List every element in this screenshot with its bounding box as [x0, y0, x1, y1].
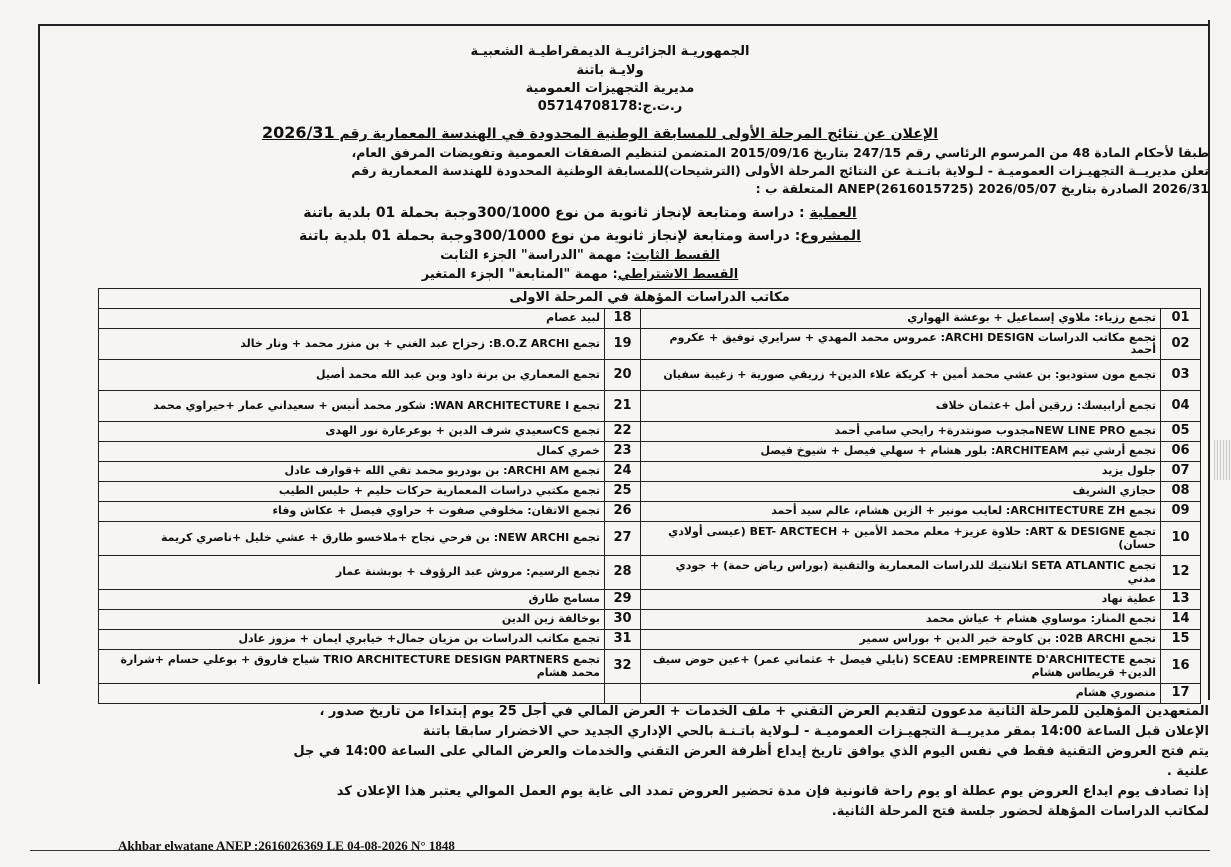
- bureau-name-right: تجمع مون ستوديو: بن عشي محمد أمين + كريكة علاء الدين+ زريقي صورية + زغيبة سفيان: [641, 360, 1161, 391]
- bureau-name-right: منصوري هشام: [641, 684, 1161, 704]
- nif-header: ر.ت.ج:05714708178: [537, 99, 683, 114]
- operation-line: [200, 205, 960, 221]
- tranche-fixed-label: القسط الثابت: [631, 248, 720, 263]
- row-number-left: 31: [605, 630, 641, 650]
- bureau-name-left: تجمع المعماري بن برنة داود وبن عبد الله محمد أصيل: [99, 360, 605, 391]
- intro-line-3: 2026/31 الصادرة بتاريخ 2026/05/07 ANEP(2616015725) المتعلقة ب :: [755, 181, 1209, 196]
- row-number-right: 07: [1161, 462, 1201, 482]
- project-line: [200, 228, 960, 244]
- row-number-left: [605, 684, 641, 704]
- title-lead: الإعلان عن نتائج المرحلة الأولى للمسابقة الوطنية المحدودة في الهندسة المعمارية رقم: [334, 126, 939, 142]
- table-row: [99, 482, 1201, 502]
- row-number-left: 30: [605, 610, 641, 630]
- bureau-name-right: تجمع SETA ATLANTIC اتلانتيك للدراسات المعمارية والتقنية (بوراس رياض حمة) + جودي مدني: [641, 556, 1161, 590]
- scan-artifact: [1214, 440, 1230, 480]
- row-number-left: 28: [605, 556, 641, 590]
- qualified-bureaus-table: [98, 288, 1201, 704]
- frame-top-border: [38, 24, 1210, 26]
- row-number-left: 29: [605, 590, 641, 610]
- closing-line-3: يتم فتح العروض التقنية فقط في نفس اليوم الذي يوافق تاريخ إيداع أظرفة العرض التقني والخدمات والعرض المالي على الساعة 14:00 في جل: [293, 744, 1209, 759]
- wilaya-header: ولايـة باتنة: [576, 63, 644, 78]
- announcement-title: [150, 123, 1050, 142]
- closing-line-2: الإعلان قبل الساعة 14:00 بمقر مديريــة التجهيـزات العموميـة - لـولاية باتـنـة بالحي الإداري الجديد حي الاخضرار سابقا باتنة: [422, 724, 1209, 739]
- row-number-left: 23: [605, 442, 641, 462]
- table-row: [99, 442, 1201, 462]
- row-number-right: 15: [1161, 630, 1201, 650]
- bureau-name-left: تجمع NEW ARCHI: بن فرحي نجاح +ملاخسو طارق + عشي خليل +ناصري كريمة: [99, 522, 605, 556]
- table-row: [99, 630, 1201, 650]
- row-number-right: 14: [1161, 610, 1201, 630]
- project-text: : دراسة ومتابعة لإنجاز ثانوية من نوع 300/1000وجبة بحملة 01 بلدية باتنة: [299, 228, 801, 244]
- intro-line-2: تعلن مديريــة التجهيـزات العموميـة - لـولاية باتـنـة عن النتائج المرحلة الأولى (الترشيحات)للمسابقة الوطنية المحدودة للهندسة المعمارية رقم: [351, 163, 1209, 178]
- table-row: [99, 556, 1201, 590]
- operation-text: : دراسة ومتابعة لإنجاز ثانوية من نوع 300/1000وجبة بحملة 01 بلدية باتنة: [303, 205, 810, 221]
- bureau-name-right: تجمع ART & DESIGNE: حلاوة عزيز+ معلم محمد الأمين + BET- ARCTECH (عيسى أولادي حسان): [641, 522, 1161, 556]
- row-number-left: 24: [605, 462, 641, 482]
- bureau-name-right: تجمع NEW LINE PROمجدوب صونتدرة+ رايحي سامي أحمد: [641, 422, 1161, 442]
- table-row: [99, 462, 1201, 482]
- row-number-left: 20: [605, 360, 641, 391]
- row-number-right: 16: [1161, 650, 1201, 684]
- table-row: [99, 309, 1201, 329]
- bureau-name-right: عطية نهاد: [641, 590, 1161, 610]
- table-row: [99, 650, 1201, 684]
- table-caption: مكاتب الدراسات المؤهلة في المرحلة الاولى: [99, 289, 1201, 309]
- row-number-right: 06: [1161, 442, 1201, 462]
- bureau-name-left: تجمع TRIO ARCHITECTURE DESIGN PARTNERS شياح فاروق + بوعلي حسام +شرارة محمد هشام: [99, 650, 605, 684]
- row-number-left: 32: [605, 650, 641, 684]
- frame-right-border: [1208, 20, 1210, 700]
- row-number-right: 08: [1161, 482, 1201, 502]
- row-number-left: 21: [605, 391, 641, 422]
- bureau-name-left: تجمع الاتقان: مخلوفي صفوت + حراوي فيصل + عكاش وفاء: [99, 502, 605, 522]
- bureau-name-right: تجمع المنار: موساوي هشام + عياش محمد: [641, 610, 1161, 630]
- tranche-optional-line: [200, 267, 960, 282]
- row-number-right: 02: [1161, 329, 1201, 360]
- republic-header: الجمهوريـة الجزائريـة الديمقراطيـة الشعبيـة: [470, 44, 750, 59]
- bureau-name-right: تجمع ARCHITECTURE ZH: لعايب مونير + الزين هشام، عالم سيد أحمد: [641, 502, 1161, 522]
- row-number-left: 26: [605, 502, 641, 522]
- bureau-name-left: تجمع B.O.Z ARCHI: زحزاح عبد الغني + بن منزر محمد + ونار خالد: [99, 329, 605, 360]
- bureau-name-right: حجازي الشريف: [641, 482, 1161, 502]
- row-number-left: 25: [605, 482, 641, 502]
- bureau-name-right: تجمع 02B ARCHI: بن كاوحة خير الدين + بوراس سمير: [641, 630, 1161, 650]
- bureau-name-left: تجمع مكاتب الدراسات بن مزيان جمال+ خيابري ايمان + مزوز عادل: [99, 630, 605, 650]
- operation-label: العملية: [809, 205, 857, 221]
- row-number-right: 12: [1161, 556, 1201, 590]
- row-number-right: 09: [1161, 502, 1201, 522]
- bureau-name-right: تجمع SCEAU :EMPREINTE D'ARCHITECTE (نايلي فيصل + عثماني عمر) +عين حوض سيف الدين+ قريطاس هشام: [641, 650, 1161, 684]
- row-number-right: 10: [1161, 522, 1201, 556]
- table-row: [99, 610, 1201, 630]
- tranche-fixed-line: [200, 248, 960, 263]
- closing-line-5: إذا تصادف يوم ايداع العروض يوم عطلة او يوم راحة قانونية فإن مدة تحضير العروض تمدد الى غاية يوم العمل الموالي يعتبر هذا الإعلان كد: [336, 784, 1209, 799]
- bureau-name-left: [99, 684, 605, 704]
- row-number-left: 18: [605, 309, 641, 329]
- closing-line-4: علنية .: [1166, 764, 1209, 779]
- bureau-name-right: تجمع رزياء: ملاوي إسماعيل + بوعشة الهواري: [641, 309, 1161, 329]
- tranche-optional-text: : مهمة "المتابعة" الجزء المتغير: [421, 267, 618, 282]
- closing-line-1: المتعهدين المؤهلين للمرحلة الثانية مدعوون لتقديم العرض التقني + ملف الخدمات + العرض المالي في أجل 25 يوم إبتداءا من تاريخ صدور ،: [319, 704, 1209, 719]
- table-row: [99, 522, 1201, 556]
- bureau-name-left: تجمع WAN ARCHITECTURE I: شكور محمد أنيس + سعيداني عمار +حيراوي محمد: [99, 391, 605, 422]
- row-number-left: 22: [605, 422, 641, 442]
- table-row: [99, 684, 1201, 704]
- bureau-name-right: جلول يزيد: [641, 462, 1161, 482]
- bureau-name-left: بوخالفة زين الدين: [99, 610, 605, 630]
- bureau-name-left: تجمع CSسعيدي شرف الدين + بوعرعارة نور الهدى: [99, 422, 605, 442]
- bureau-name-left: لبيد عصام: [99, 309, 605, 329]
- tranche-fixed-text: : مهمة "الدراسة" الجزء الثابت: [440, 248, 632, 263]
- row-number-right: 05: [1161, 422, 1201, 442]
- bureau-name-left: مسامح طارق: [99, 590, 605, 610]
- bureau-name-left: تجمع ARCHI AM: بن بودريو محمد تقي الله +قوارف عادل: [99, 462, 605, 482]
- row-number-left: 19: [605, 329, 641, 360]
- directorate-header: مديرية التجهيزات العمومية: [525, 81, 695, 96]
- row-number-right: 04: [1161, 391, 1201, 422]
- table-row: [99, 590, 1201, 610]
- table-row: [99, 360, 1201, 391]
- bureau-name-left: خمري كمال: [99, 442, 605, 462]
- closing-line-6: لمكاتب الدراسات المؤهلة لحضور جلسة فتح المرحلة الثانية.: [831, 804, 1209, 819]
- bureau-name-left: تجمع الرسيم: مروش عبد الرؤوف + بوبشنة عمار: [99, 556, 605, 590]
- table-row: [99, 391, 1201, 422]
- table-row: [99, 422, 1201, 442]
- tranche-optional-label: القسط الاشتراطي: [617, 267, 739, 282]
- row-number-right: 17: [1161, 684, 1201, 704]
- bureau-name-right: تجمع أرشي تيم ARCHITEAM: بلور هشام + سهلي فيصل + شيوخ فيصل: [641, 442, 1161, 462]
- bureau-name-right: تجمع أرابيسك: زرقين أمل +عثمان خلاف: [641, 391, 1161, 422]
- table-row: [99, 329, 1201, 360]
- project-label: المشروع: [800, 228, 861, 244]
- newspaper-footer: Akhbar elwatane ANEP :2616026369 LE 04-08-2026 N° 1848: [118, 838, 455, 853]
- title-number: 2026/31: [261, 123, 335, 142]
- row-number-left: 27: [605, 522, 641, 556]
- bureau-name-left: تجمع مكتبي دراسات المعمارية حركات حليم + حليس الطيب: [99, 482, 605, 502]
- row-number-right: 01: [1161, 309, 1201, 329]
- row-number-right: 13: [1161, 590, 1201, 610]
- bureau-name-right: تجمع مكاتب الدراسات ARCHI DESIGN: عمروس محمد المهدي + سرايري توفيق + عكروم أحمد: [641, 329, 1161, 360]
- intro-line-1: طبقا لأحكام المادة 48 من المرسوم الرئاسي رقم 247/15 بتاريخ 2015/09/16 المتضمن لتنظيم الصفقات العمومية وتفويضات المرفق العام،: [351, 145, 1209, 160]
- frame-left-border: [38, 24, 40, 684]
- row-number-right: 03: [1161, 360, 1201, 391]
- table-row: [99, 502, 1201, 522]
